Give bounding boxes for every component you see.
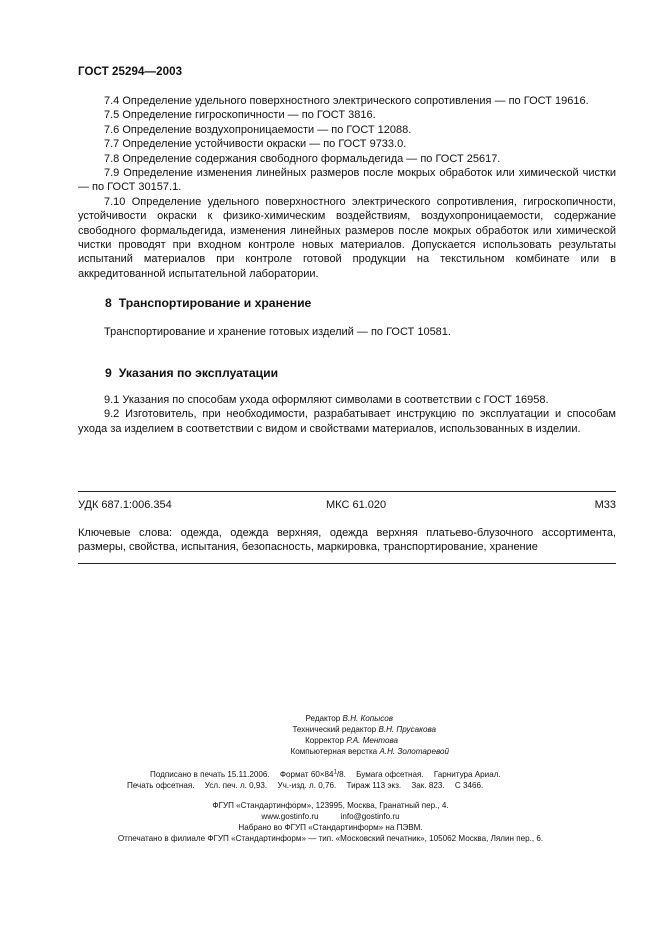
editor-line	[305, 713, 393, 725]
print-type: Печать офсетная.	[127, 781, 195, 790]
group-code: М33	[594, 499, 616, 511]
print-line	[127, 780, 483, 792]
edition-sheets: Уч.-изд. л. 0,76.	[277, 781, 337, 790]
running-header: ГОСТ 25294—2003	[78, 66, 183, 78]
format-label: Формат 60×84	[279, 770, 334, 779]
org-line: ФГУП «Стандартинформ», 123995, Москва, Гранатный пер., 4.	[212, 801, 449, 810]
typeface: Гарнитура Ариал.	[433, 770, 501, 779]
typeset-line: Набрано во ФГУП «Стандартинформ» на ПЭВМ.	[238, 823, 423, 832]
signed-date: Подписано в печать 15.11.2006.	[150, 770, 270, 779]
udk-code: УДК 687.1:006.354	[78, 499, 172, 511]
keywords-block	[78, 526, 616, 555]
keywords-text: Ключевые слова: одежда, одежда верхняя, одежда верхняя платьево-блузочного ассортимента, размеры, свойства, испытания, безопасность, маркировка, транспортирование, хранение	[78, 527, 616, 554]
print-run: Тираж 113 экз.	[346, 781, 402, 790]
section-9-number: 9	[105, 366, 112, 380]
classification-row	[78, 499, 616, 513]
signed-line	[150, 769, 501, 781]
layout-line	[291, 746, 450, 758]
corrector-line	[305, 735, 398, 747]
tech-editor-line	[292, 724, 436, 736]
layout-label: Компьютерная верстка	[290, 747, 378, 756]
email: info@gostinfo.ru	[340, 812, 400, 821]
corrector-name: Р.А. Ментова	[346, 736, 398, 745]
format-den: /8.	[336, 770, 346, 779]
section-8-title: Транспортирование и хранение	[118, 296, 312, 310]
bottom-divider	[78, 563, 616, 564]
editor-name: В.Н. Копысов	[342, 714, 393, 723]
section-8-number: 8	[105, 296, 112, 310]
section-8-body	[78, 325, 616, 339]
section-9-heading	[105, 366, 278, 380]
editor-label: Редактор	[305, 714, 341, 723]
section-9-body	[78, 393, 616, 436]
order-number: Зак. 823.	[411, 781, 445, 790]
clause-7-9: 7.9 Определение изменения линейных размеров после мокрых обработок или химической чистки — по ГОСТ 30157.1.	[78, 167, 616, 194]
clause-9-1: 9.1 Указания по способам ухода оформляют символами в соответствии с ГОСТ 16958.	[104, 394, 549, 406]
clause-7-7: 7.7 Определение устойчивости окраски — по ГОСТ 9733.0.	[104, 138, 407, 151]
printed-line: Отпечатано в филиале ФГУП «Стандартинформ» — тип. «Московский печатник», 105062 Москва, Лялин пер., 6.	[117, 834, 544, 843]
corrector-label: Корректор	[305, 736, 345, 745]
paper: Бумага офсетная.	[356, 770, 424, 779]
clause-7-6: 7.6 Определение воздухопроницаемости — по ГОСТ 12088.	[104, 123, 412, 136]
tech-editor-label: Технический редактор	[292, 725, 377, 734]
section-8-heading	[105, 296, 311, 310]
section-8-text: Транспортирование и хранение готовых изделий — по ГОСТ 10581.	[104, 326, 451, 338]
section-7-items	[78, 94, 616, 281]
layout-name: А.Н. Золотаревой	[379, 747, 449, 756]
clause-7-10: 7.10 Определение удельного поверхностного электрического сопротивления, гигроскопичности, устойчивости окраски к физико-химическим воздействиям, воздухопроницаемости, содержание свободного формальдегида, изменения линейных размеров после мокрых обработок или химической чистки проводят при входном контроле новых материалов. Допускается использовать результаты испытаний материалов при контроле готовой продукции на текстильном комбинате или в аккредитованной испытательной лаборатории.	[78, 195, 616, 280]
top-divider	[78, 491, 616, 492]
clause-7-4: 7.4 Определение удельного поверхностного электрического сопротивления — по ГОСТ 19616.	[104, 95, 589, 107]
clause-9-2: 9.2 Изготовитель, при необходимости, разрабатывает инструкцию по эксплуатации и способам ухода за изделием в соответствии с видом и свойствами материалов, использованных в изделии.	[78, 408, 616, 435]
tech-editor-name: В.Н. Прусакова	[378, 725, 436, 734]
clause-7-5: 7.5 Определение гигроскопичности — по ГОСТ 3816.	[104, 109, 376, 122]
clause-7-8: 7.8 Определение содержания свободного формальдегида — по ГОСТ 25617.	[104, 152, 501, 165]
contacts-line	[0, 811, 661, 823]
mks-code: МКС 61.020	[326, 499, 387, 511]
website: www.gostinfo.ru	[261, 812, 319, 821]
format-fraction: 1	[333, 769, 337, 776]
section-9-title: Указания по эксплуатации	[118, 366, 279, 380]
c-number: С 3466.	[454, 781, 484, 790]
print-sheets: Усл. печ. л. 0,93.	[204, 781, 268, 790]
